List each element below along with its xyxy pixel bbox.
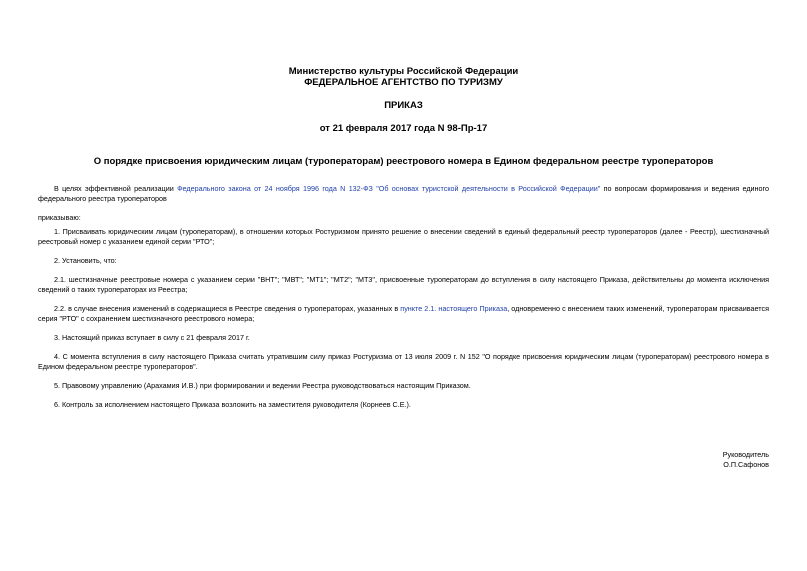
item-4: 4. С момента вступления в силу настоящего Приказа считать утратившим силу приказ Ростуризма от 13 июля 2009 г. N 152 "О порядке присвоения юридическим лицам (туроператорам) реестрового номера в Едином федеральном реестре туроператоров". [38, 352, 769, 371]
order-word: приказываю: [38, 213, 81, 222]
item-3: 3. Настоящий приказ вступает в силу с 21 февраля 2017 г. [54, 333, 250, 342]
intro-paragraph [38, 184, 769, 204]
signatory-position: Руководитель [722, 450, 769, 459]
item-5: 5. Правовому управлению (Арахамия И.В.) при формировании и ведении Реестра руководствоваться настоящим Приказом. [54, 381, 471, 390]
document-date: от 21 февраля 2017 года N 98-Пр-17 [319, 123, 488, 134]
item-2-1: 2.1. шестизначные реестровые номера с указанием серии "ВНТ"; "МВТ"; "МТ1"; "МТ2"; "МТ3", присвоенные туроператорам до вступления в силу настоящего Приказа, действительны до момента исключения сведений о таких туроператорах из Реестра; [38, 275, 769, 294]
agency-name: ФЕДЕРАЛЬНОЕ АГЕНТСТВО ПО ТУРИЗМУ [304, 77, 503, 88]
item-1: 1. Присваивать юридическим лицам (туроператорам), в отношении которых Ростуризмом принято решение о внесении сведений в единый федеральный реестр туроператоров (далее - Реестр), шестизначный реестровый номер с указанием единой серии "РТО"; [38, 227, 769, 246]
document-body [38, 184, 769, 410]
document-title: О порядке присвоения юридическим лицам (туроператорам) реестрового номера в Едином федеральном реестре туроператоров [93, 156, 714, 167]
item-2-2-text-after: , одновременно с внесением таких изменений, туроператорам присваивается серия "РТО" с сохранением шестизначного реестрового номера; [38, 304, 769, 323]
item-6: 6. Контроль за исполнением настоящего Приказа возложить на заместителя руководителя (Корнеев С.Е.). [54, 400, 411, 409]
signature-block [723, 450, 769, 470]
intro-text-after: по вопросам формирования и ведения единого федерального реестра туроператоров [38, 184, 769, 203]
federal-law-link[interactable]: Федерального закона от 24 ноября 1996 года N 132-ФЗ "Об основах туристской деятельности в Российской Федерации" [177, 184, 601, 193]
item-2: 2. Установить, что: [54, 256, 117, 265]
clause-2-1-link[interactable]: пункте 2.1. настоящего Приказа [400, 304, 508, 313]
document-header [38, 66, 769, 134]
ministry-name: Министерство культуры Российской Федерации [288, 66, 519, 77]
document-type: ПРИКАЗ [384, 100, 423, 111]
signatory-name: О.П.Сафонов [723, 460, 769, 469]
item-2-2 [38, 304, 769, 324]
intro-text-before: В целях эффективной реализации [54, 184, 178, 193]
item-2-2-text-before: 2.2. в случае внесения изменений в содержащиеся в Реестре сведения о туроператорах, указанных в [54, 304, 401, 313]
